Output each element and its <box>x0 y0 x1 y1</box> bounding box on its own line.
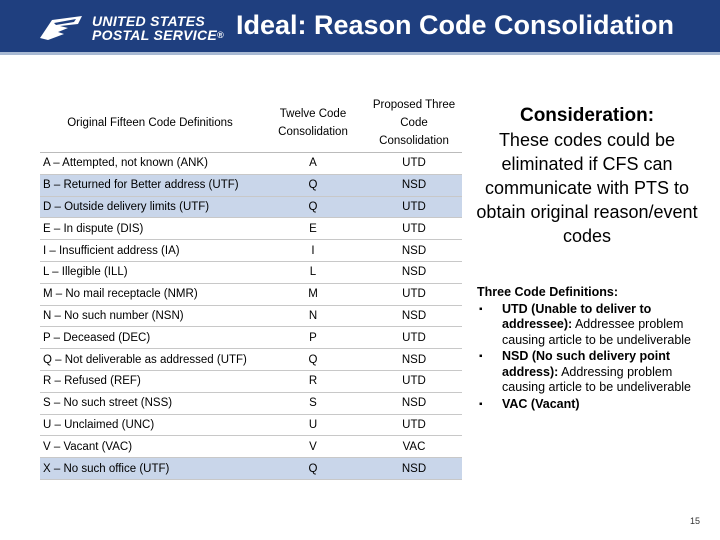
twelve-code-cell: R <box>260 370 366 392</box>
header-original-definitions: Original Fifteen Code Definitions <box>40 94 260 153</box>
definition-item <box>477 397 703 413</box>
definition-cell: X – No such office (UTF) <box>40 458 260 480</box>
twelve-code-cell: N <box>260 305 366 327</box>
three-code-heading: Three Code Definitions: <box>477 285 618 299</box>
twelve-code-cell: S <box>260 392 366 414</box>
table-row <box>40 283 462 305</box>
three-code-cell: UTD <box>366 370 462 392</box>
table-row <box>40 153 462 175</box>
definition-cell: L – Illegible (ILL) <box>40 261 260 283</box>
header-twelve-code <box>260 94 366 153</box>
square-bullet-icon: ▪ <box>479 351 483 362</box>
definition-cell: I – Insufficient address (IA) <box>40 240 260 262</box>
consideration-title: Consideration: <box>519 105 655 126</box>
table-row <box>40 392 462 414</box>
logo-wordmark <box>92 14 224 42</box>
eagle-icon <box>38 14 84 42</box>
definition-cell: Q – Not deliverable as addressed (UTF) <box>40 349 260 371</box>
table-row <box>40 436 462 458</box>
definition-cell: U – Unclaimed (UNC) <box>40 414 260 436</box>
three-code-definitions <box>477 285 703 412</box>
three-code-cell: UTD <box>366 196 462 218</box>
twelve-code-cell: I <box>260 240 366 262</box>
table-row <box>40 414 462 436</box>
table-row <box>40 240 462 262</box>
definition-cell: D – Outside delivery limits (UTF) <box>40 196 260 218</box>
definition-cell: E – In dispute (DIS) <box>40 218 260 240</box>
definition-cell: V – Vacant (VAC) <box>40 436 260 458</box>
table-row <box>40 327 462 349</box>
twelve-code-cell: P <box>260 327 366 349</box>
three-code-cell: UTD <box>366 218 462 240</box>
three-code-cell: UTD <box>366 283 462 305</box>
definition-cell: A – Attempted, not known (ANK) <box>40 153 260 175</box>
three-code-cell: NSD <box>366 240 462 262</box>
table-row <box>40 174 462 196</box>
page-number: 15 <box>690 516 701 526</box>
table-row <box>40 370 462 392</box>
definition-item <box>477 302 703 349</box>
three-code-cell: NSD <box>366 261 462 283</box>
header-twelve-code-text: Twelve Code Consolidation <box>278 108 348 138</box>
consideration-callout <box>474 104 700 248</box>
twelve-code-cell: Q <box>260 349 366 371</box>
logo-line-1: UNITED STATES <box>92 13 206 29</box>
three-code-cell: NSD <box>366 305 462 327</box>
registered-mark: ® <box>217 30 224 40</box>
three-code-cell: VAC <box>366 436 462 458</box>
twelve-code-cell: E <box>260 218 366 240</box>
definition-cell: M – No mail receptacle (NMR) <box>40 283 260 305</box>
three-code-cell: UTD <box>366 327 462 349</box>
square-bullet-icon: ▪ <box>479 303 483 315</box>
header-bar <box>0 0 720 52</box>
twelve-code-cell: V <box>260 436 366 458</box>
definition-cell: P – Deceased (DEC) <box>40 327 260 349</box>
twelve-code-cell: M <box>260 283 366 305</box>
twelve-code-cell: U <box>260 414 366 436</box>
table-row <box>40 458 462 480</box>
header-three-code <box>366 94 462 153</box>
consideration-body: These codes could be eliminated if CFS can communicate with PTS to obtain original reason/event codes <box>476 130 698 246</box>
table-header-row <box>40 94 462 153</box>
three-code-cell: NSD <box>366 458 462 480</box>
header-three-code-text: Proposed Three Code Consolidation <box>372 99 456 147</box>
table-body <box>40 153 462 480</box>
twelve-code-cell: Q <box>260 196 366 218</box>
three-code-cell: NSD <box>366 174 462 196</box>
reason-code-table <box>40 94 462 480</box>
three-code-cell: NSD <box>366 392 462 414</box>
usps-logo <box>38 12 224 44</box>
definition-term: NSD (No such delivery point address): <box>502 349 671 379</box>
definition-description: Addressee problem causing article to be undeliverable <box>502 317 692 347</box>
three-code-cell: UTD <box>366 153 462 175</box>
three-code-cell: NSD <box>366 349 462 371</box>
definition-term: UTD (Unable to deliver to addressee): <box>502 301 652 331</box>
table-row <box>40 196 462 218</box>
definition-cell: S – No such street (NSS) <box>40 392 260 414</box>
definition-cell: N – No such number (NSN) <box>40 305 260 327</box>
header-divider <box>0 52 720 55</box>
definition-cell: B – Returned for Better address (UTF) <box>40 174 260 196</box>
three-code-cell: UTD <box>366 414 462 436</box>
definition-list <box>477 302 703 413</box>
table-row <box>40 261 462 283</box>
definition-item <box>477 349 703 396</box>
slide-title: Ideal: Reason Code Consolidation <box>236 10 675 40</box>
table-row <box>40 349 462 371</box>
twelve-code-cell: Q <box>260 174 366 196</box>
logo-line-2-text: POSTAL SERVICE <box>92 27 218 43</box>
logo-line-2 <box>92 28 224 42</box>
twelve-code-cell: A <box>260 153 366 175</box>
table-row <box>40 305 462 327</box>
twelve-code-cell: Q <box>260 458 366 480</box>
twelve-code-cell: L <box>260 261 366 283</box>
square-bullet-icon: ▪ <box>479 398 483 410</box>
table-row <box>40 218 462 240</box>
definition-description: Addressing problem causing article to be undeliverable <box>502 364 692 394</box>
definition-cell: R – Refused (REF) <box>40 370 260 392</box>
definition-term: VAC (Vacant) <box>502 396 580 411</box>
